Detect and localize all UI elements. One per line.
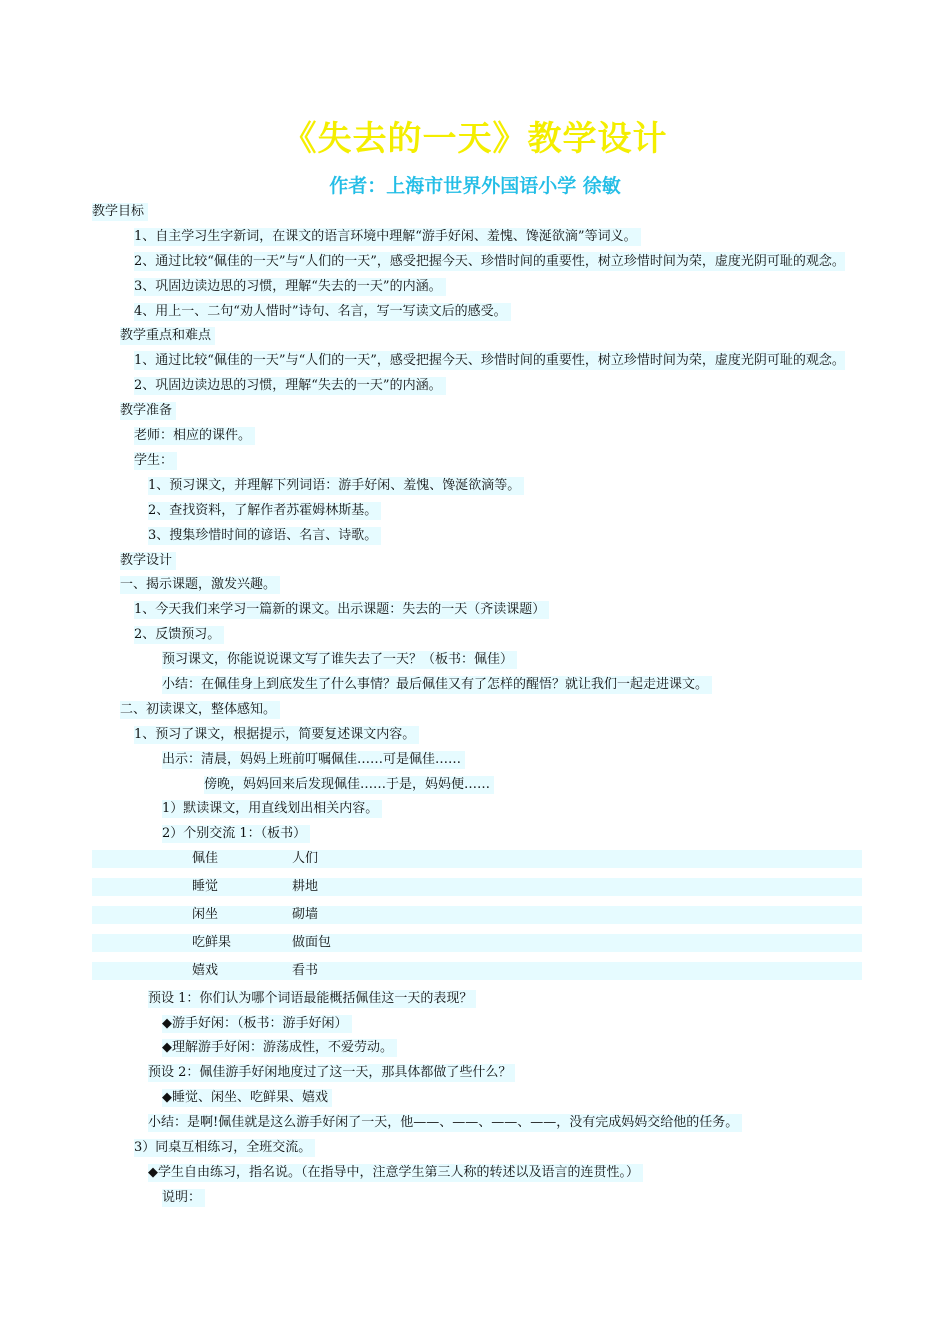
- board-left-cell: 闲坐: [192, 906, 219, 922]
- paragraph-text: ◆理解游手好闲：游荡成性，不爱劳动。: [162, 1039, 397, 1057]
- paragraph-text: 预习课文，你能说说课文写了谁失去了一天？（板书：佩佳）: [162, 651, 517, 669]
- document-body: [92, 200, 862, 1211]
- paragraph-line: [92, 449, 862, 474]
- paragraph-line: [92, 474, 862, 499]
- paragraph-line: [92, 275, 862, 300]
- paragraph-line: [92, 499, 862, 524]
- paragraph-line: [92, 524, 862, 549]
- paragraph-line: [92, 623, 862, 648]
- paragraph-text: 4、用上一、二句“劝人惜时”诗句、名言，写一写读文后的感受。: [134, 303, 511, 321]
- paragraph-text: 2）个别交流 1：（板书）: [162, 825, 310, 843]
- paragraph-text: 3、搜集珍惜时间的谚语、名言、诗歌。: [148, 527, 381, 545]
- board-left-cell: 嬉戏: [192, 962, 219, 978]
- paragraph-text: 预设 1：你们认为哪个词语最能概括佩佳这一天的表现？: [148, 990, 476, 1008]
- paragraph-text: 小结：是啊!佩佳就是这么游手好闲了一天，他——、——、——、——，没有完成妈妈交给他的任务。: [148, 1114, 742, 1132]
- board-right-cell: 砌墙: [292, 906, 319, 922]
- paragraph-text: 教学目标: [92, 203, 148, 221]
- paragraph-line: [92, 225, 862, 250]
- paragraph-line: [92, 200, 862, 225]
- paragraph-text: 教学准备: [120, 402, 176, 420]
- paragraph-text: ◆游手好闲：（板书：游手好闲）: [162, 1015, 352, 1033]
- paragraph-line: [92, 748, 862, 773]
- paragraph-line: [92, 673, 862, 698]
- document-title: 《失去的一天》教学设计: [282, 119, 668, 159]
- board-row-highlight: [92, 906, 862, 924]
- paragraph-text: 1）默读课文，用直线划出相关内容。: [162, 800, 382, 818]
- paragraph-line: [92, 1061, 862, 1086]
- paragraph-text: ◆睡觉、闲坐、吃鲜果、嬉戏: [162, 1089, 332, 1107]
- paragraph-text: 1、预习了课文，根据提示，简要复述课文内容。: [134, 726, 419, 744]
- paragraph-line: [92, 797, 862, 822]
- paragraph-text: 说明：: [162, 1189, 205, 1207]
- paragraph-text: 教学设计: [120, 552, 176, 570]
- paragraph-text: 一、揭示课题，激发兴趣。: [120, 576, 280, 594]
- paragraph-line: [92, 1012, 862, 1037]
- paragraph-text: 2、通过比较“佩佳的一天”与“人们的一天”，感受把握今天、珍惜时间的重要性，树立珍惜时间为荣，虚度光阴可耻的观念。: [134, 253, 845, 269]
- paragraph-text: 老师：相应的课件。: [134, 427, 255, 445]
- paragraph-line: [92, 598, 862, 623]
- document-author: 作者：上海市世界外国语小学 徐敏: [329, 175, 621, 197]
- paragraph-text: 学生：: [134, 452, 177, 470]
- paragraph-line: [92, 300, 862, 325]
- paragraph-text: 1、自主学习生字新词，在课文的语言环境中理解“游手好闲、羞愧、馋涎欲滴”等词义。: [134, 228, 641, 246]
- paragraph-line: [92, 987, 862, 1012]
- paragraph-line: [92, 1086, 862, 1111]
- board-row: [92, 878, 862, 903]
- board-row-highlight: [92, 962, 862, 980]
- paragraph-text: 2、查找资料，了解作者苏霍姆林斯基。: [148, 502, 381, 520]
- paragraph-text: 3）同桌互相练习，全班交流。: [134, 1139, 315, 1157]
- board-row: [92, 850, 862, 875]
- paragraph-text: 3、巩固边读边思的习惯，理解“失去的一天”的内涵。: [134, 278, 446, 296]
- paragraph-line: [92, 723, 862, 748]
- board-row-highlight: [92, 934, 862, 952]
- paragraph-line: [92, 822, 862, 847]
- paragraph-text: 1、预习课文，并理解下列词语：游手好闲、羞愧、馋涎欲滴等。: [148, 477, 524, 495]
- board-left-cell: 吃鲜果: [192, 934, 232, 950]
- board-row: [92, 906, 862, 931]
- paragraph-line: [92, 648, 862, 673]
- board-right-cell: 人们: [292, 851, 319, 867]
- paragraph-text: 2、巩固边读边思的习惯，理解“失去的一天”的内涵。: [134, 377, 446, 395]
- paragraph-line: [92, 349, 862, 374]
- paragraph-line: [92, 424, 862, 449]
- paragraph-line: [92, 549, 862, 574]
- paragraph-line: [92, 1161, 862, 1186]
- paragraph-text: 2、反馈预习。: [134, 626, 224, 644]
- board-left-cell: 佩佳: [192, 851, 219, 867]
- paragraph-text: ◆学生自由练习，指名说。（在指导中，注意学生第三人称的转述以及语言的连贯性。）: [148, 1164, 643, 1182]
- paragraph-text: 1、通过比较“佩佳的一天”与“人们的一天”，感受把握今天、珍惜时间的重要性，树立珍惜时间为荣，虚度光阴可耻的观念。: [134, 353, 845, 369]
- paragraph-line: [92, 1036, 862, 1061]
- paragraph-line: [92, 399, 862, 424]
- paragraph-text: 二、初读课文，整体感知。: [120, 701, 280, 719]
- paragraph-line: [92, 698, 862, 723]
- board-row: [92, 934, 862, 959]
- paragraph-line: [92, 1111, 862, 1136]
- paragraph-line: [92, 1136, 862, 1161]
- board-row-highlight: [92, 850, 862, 868]
- paragraph-line: [92, 573, 862, 598]
- board-row: [92, 962, 862, 987]
- paragraph-line: [92, 773, 862, 798]
- paragraph-line: [92, 374, 862, 399]
- paragraph-text: 出示：清晨，妈妈上班前叮嘱佩佳……可是佩佳……: [162, 751, 465, 769]
- paragraph-line: [92, 250, 862, 275]
- paragraph-text: 预设 2：佩佳游手好闲地度过了这一天，那具体都做了些什么？: [148, 1064, 515, 1082]
- board-right-cell: 看书: [292, 962, 319, 978]
- paragraph-text: 傍晚，妈妈回来后发现佩佳……于是，妈妈便……: [204, 776, 494, 794]
- paragraph-line: [92, 324, 862, 349]
- paragraph-text: 小结：在佩佳身上到底发生了什么事情？最后佩佳又有了怎样的醒悟？就让我们一起走进课文。: [162, 676, 712, 694]
- paragraph-line: [92, 1186, 862, 1211]
- board-right-cell: 做面包: [292, 934, 332, 950]
- board-right-cell: 耕地: [292, 879, 319, 895]
- paragraph-text: 1、今天我们来学习一篇新的课文。出示课题：失去的一天（齐读课题）: [134, 601, 549, 619]
- board-row-highlight: [92, 878, 862, 896]
- paragraph-text: 教学重点和难点: [120, 327, 215, 345]
- board-left-cell: 睡觉: [192, 879, 219, 895]
